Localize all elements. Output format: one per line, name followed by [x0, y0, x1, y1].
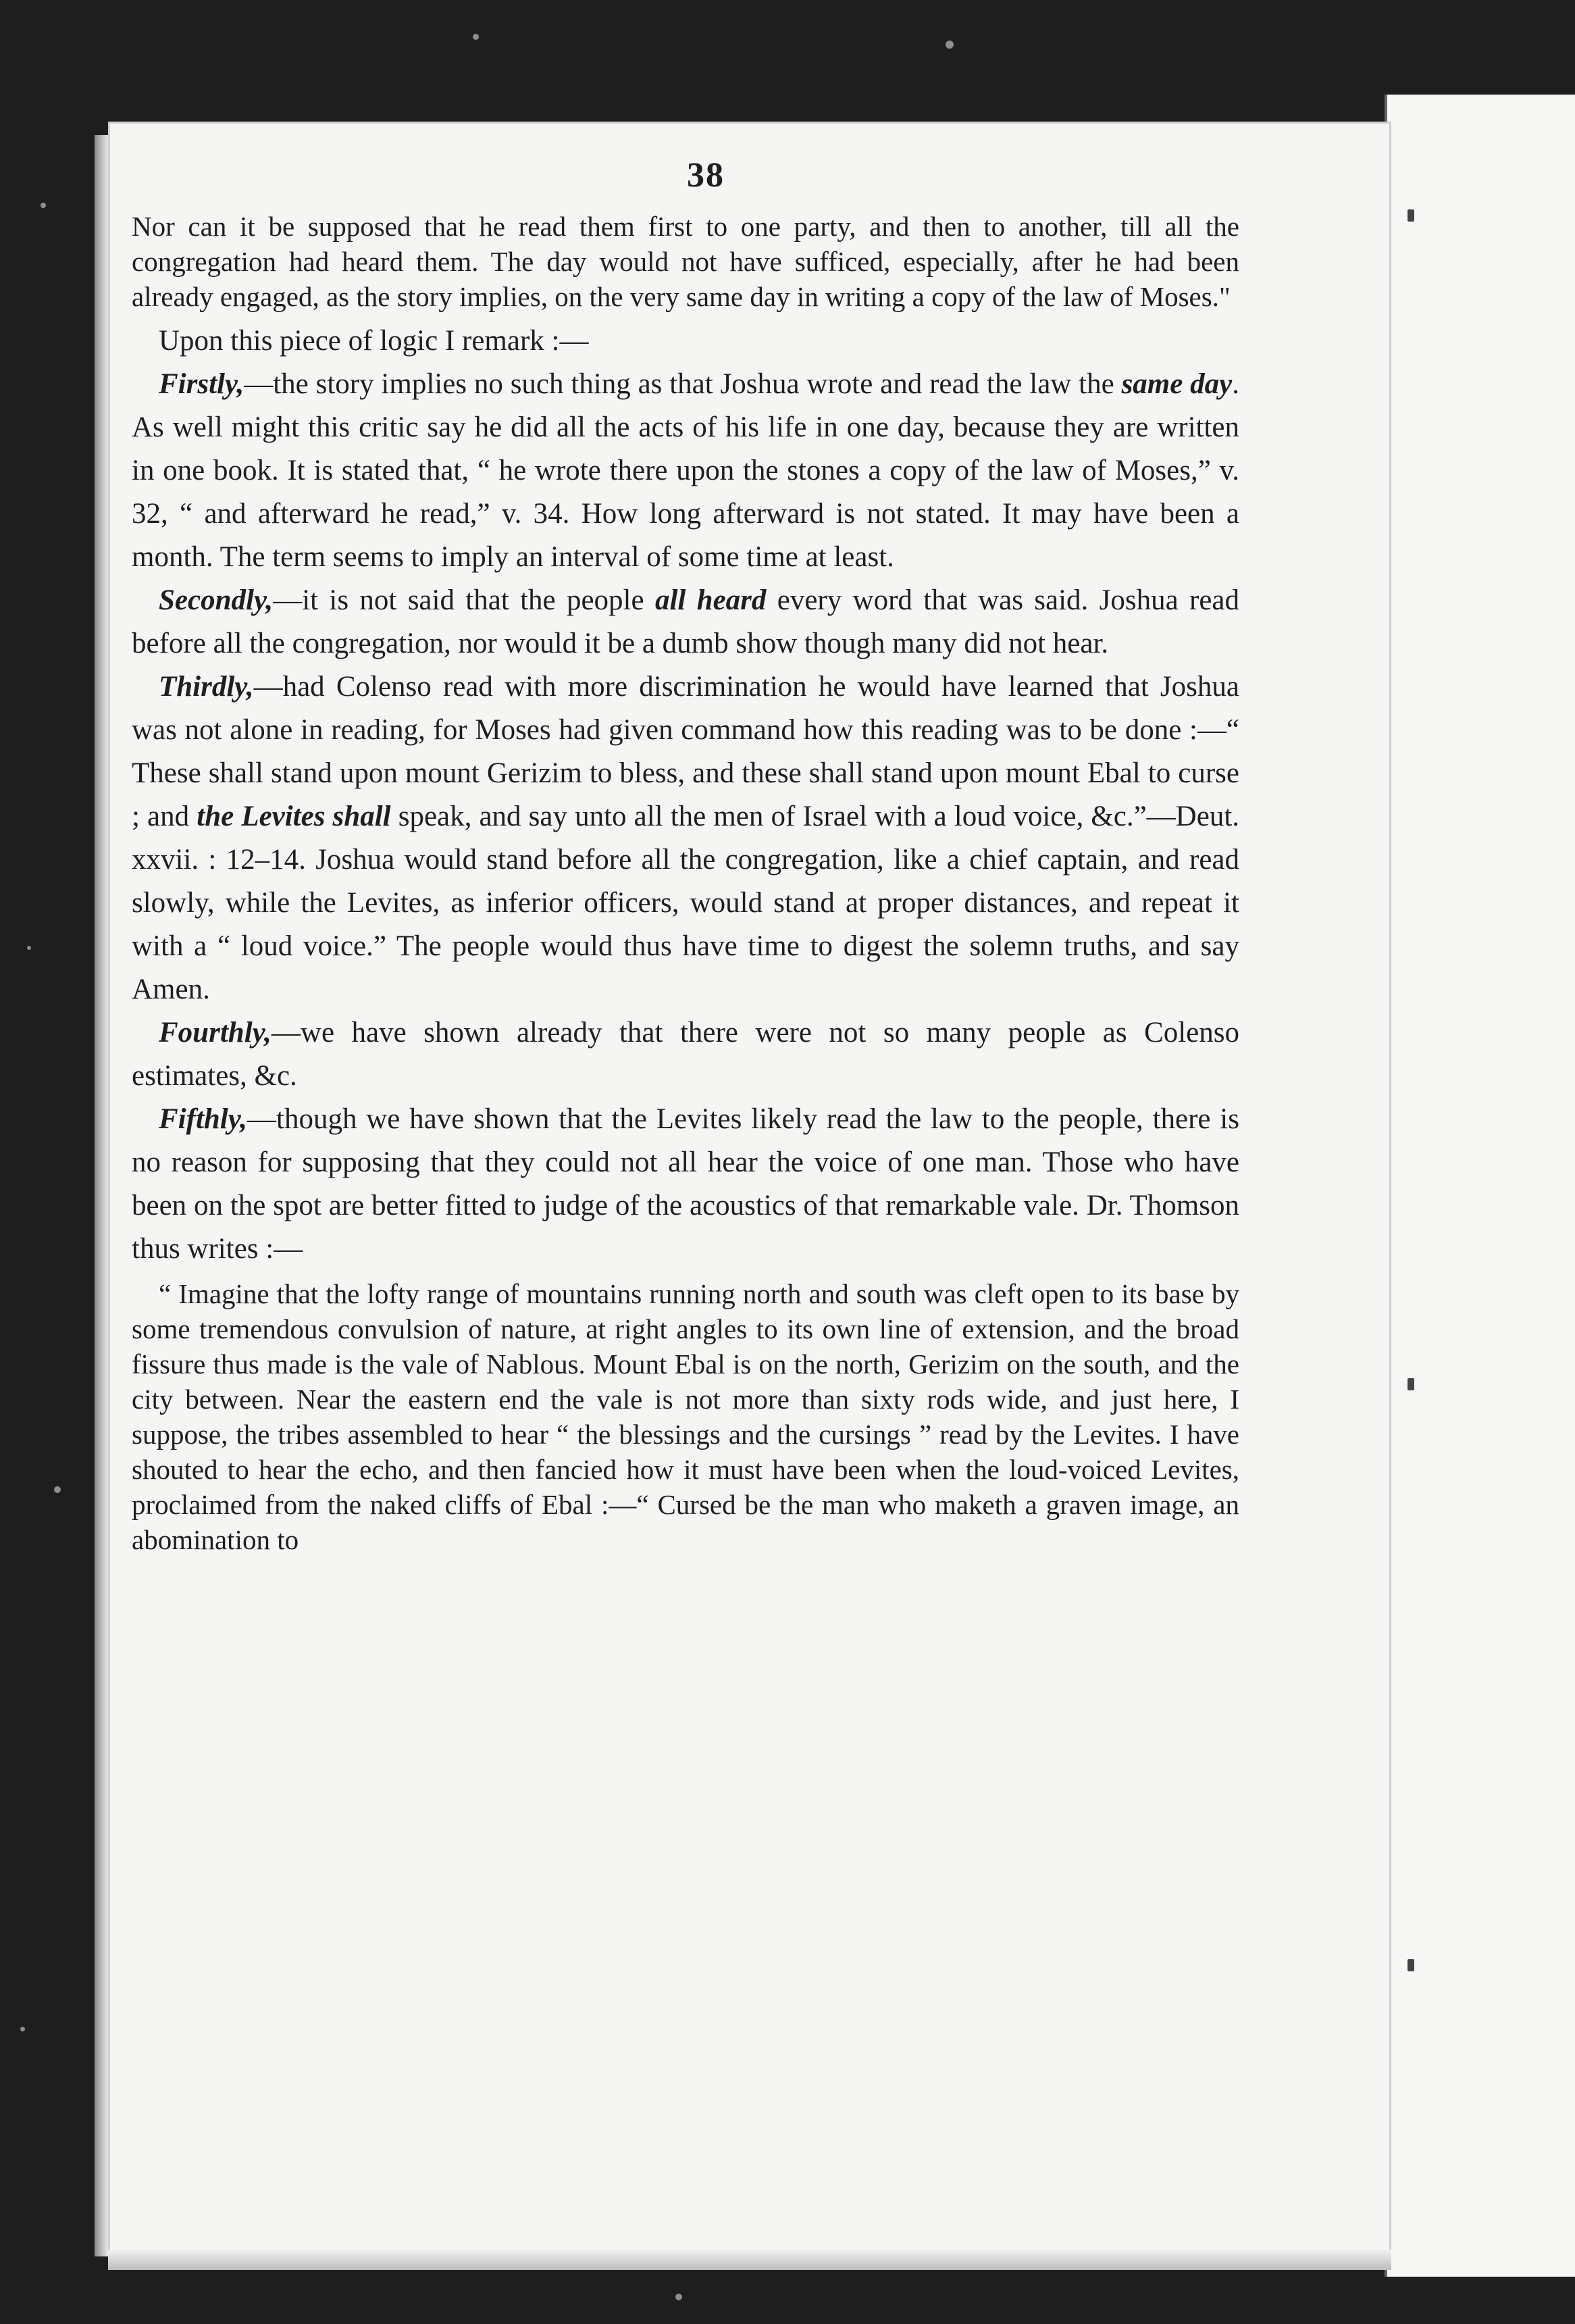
text-segment: he read,” v. 34. How long — [369, 498, 713, 530]
intro-line: Upon this piece of logic I remark :— — [159, 325, 589, 357]
scan-speck — [41, 203, 46, 208]
text-segment: —we have shown already that there were not so many people as Colenso estimates, &c. — [132, 1017, 1239, 1092]
text-segment: —it is not said that the people — [273, 584, 655, 616]
point-heading: Secondly, — [159, 584, 274, 616]
text-segment: , &c.”—Deut. xxvii. : 12–14. Joshua would stand before all the congregation, like a chief captain, and read slowly, while the Levites, as inferior officers, would stand at proper distances, and repeat it with a “ loud voice.” The people would thus have time to digest the solemn truths, and say Amen. — [132, 801, 1240, 1005]
text-segment: speak, and say unto all the men of Israel with — [390, 801, 934, 832]
point-heading: Fifthly, — [159, 1103, 247, 1135]
text-segment: every word that was said. Joshua read — [766, 584, 1239, 616]
text-segment: all heard — [654, 584, 767, 616]
text-segment: —had Colenso read with more discrimination he would have learned that Joshua was not — [132, 671, 1239, 746]
page-text — [132, 155, 1239, 1557]
facing-page — [1385, 95, 1575, 2277]
point-paragraph — [132, 665, 1239, 1011]
point-heading: Thirdly, — [159, 671, 254, 703]
left-page-edge — [95, 135, 108, 2256]
scan-speck — [54, 1486, 61, 1493]
scan-speck — [20, 2027, 25, 2031]
text-segment: afterward — [713, 498, 825, 530]
scan-speck — [946, 41, 954, 49]
text-segment: same day — [1121, 368, 1233, 400]
point-paragraph — [132, 579, 1239, 665]
bleed-mark — [1408, 1959, 1414, 1971]
bleed-mark — [1408, 209, 1414, 222]
scan-speck — [675, 2294, 682, 2300]
text-segment: is not stated. It may have been a month. The term seems to imply an interval of some time at least. — [132, 498, 1240, 573]
page-bottom-edge — [108, 2250, 1391, 2270]
point-paragraph — [132, 1011, 1239, 1098]
point-paragraph — [132, 1098, 1239, 1271]
page-number: 38 — [687, 156, 725, 195]
text-segment: before — [132, 628, 206, 659]
text-segment: a loud voice — [933, 801, 1077, 832]
quote-paragraph: Nor can it be supposed that he read them first to one party, and then to another, till all the congregation had heard them. The day would not have sufficed, especially, after he had been already engaged, as the story implies, on the very same day in writing a copy of the law of Moses." — [132, 211, 1239, 312]
text-segment: alone — [230, 714, 293, 746]
text-segment: . As well might this critic say he did all the acts of his life in one day, because they are written in one book. It is stated that, “ he wrote there upon the stones a copy of the law of Moses,” v. 32, “ and — [132, 368, 1239, 530]
points-list — [132, 363, 1239, 1271]
point-heading: Firstly, — [159, 368, 244, 400]
text-segment: —though we have shown that the Levites likely read the law to the people, there is no reason for supposing that they could not all hear the voice of one man. Those who have been on the spot are better fitted to judge of the acoustics of that remarkable vale. Dr. Thomson thus writes :— — [132, 1103, 1239, 1265]
point-heading: Fourthly, — [159, 1017, 272, 1049]
point-paragraph — [132, 363, 1239, 579]
quote-continuation — [132, 209, 1239, 314]
text-segment: —the story implies no such thing as that Joshua wrote and read the law the — [244, 368, 1122, 400]
scan-speck — [27, 946, 31, 950]
text-segment: the Levites shall — [197, 801, 391, 832]
text-segment: in reading, for Moses had given command how this reading was to be done :—“ These shall stand upon mount Gerizim to bless, and these shall stand upon mount Ebal to curse ; and — [132, 714, 1239, 832]
text-segment: all the congregation, nor would it be a dumb show though many did not hear. — [205, 628, 1109, 659]
bleed-mark — [1408, 1378, 1414, 1390]
thomson-quote: “ Imagine that the lofty range of mountains running north and south was cleft open to its base by some tremendous convulsion of nature, at right angles to its own line of extension, and the broad fissure thus made is the vale of Nablous. Mount Ebal is on the north, Gerizim on the south, and the city between. Near the eastern end the vale is not more than sixty rods wide, and just here, I suppose, the tribes assembled to hear “ the blessings and the cursings ” read by the Levites. I have shouted to hear the echo, and then fancied how it must have been when the loud-voiced Levites, proclaimed from the naked cliffs of Ebal :—“ Cursed be the man who maketh a graven image, an abomination to — [132, 1278, 1239, 1555]
scan-speck — [473, 34, 479, 40]
text-segment: afterward — [257, 498, 369, 530]
